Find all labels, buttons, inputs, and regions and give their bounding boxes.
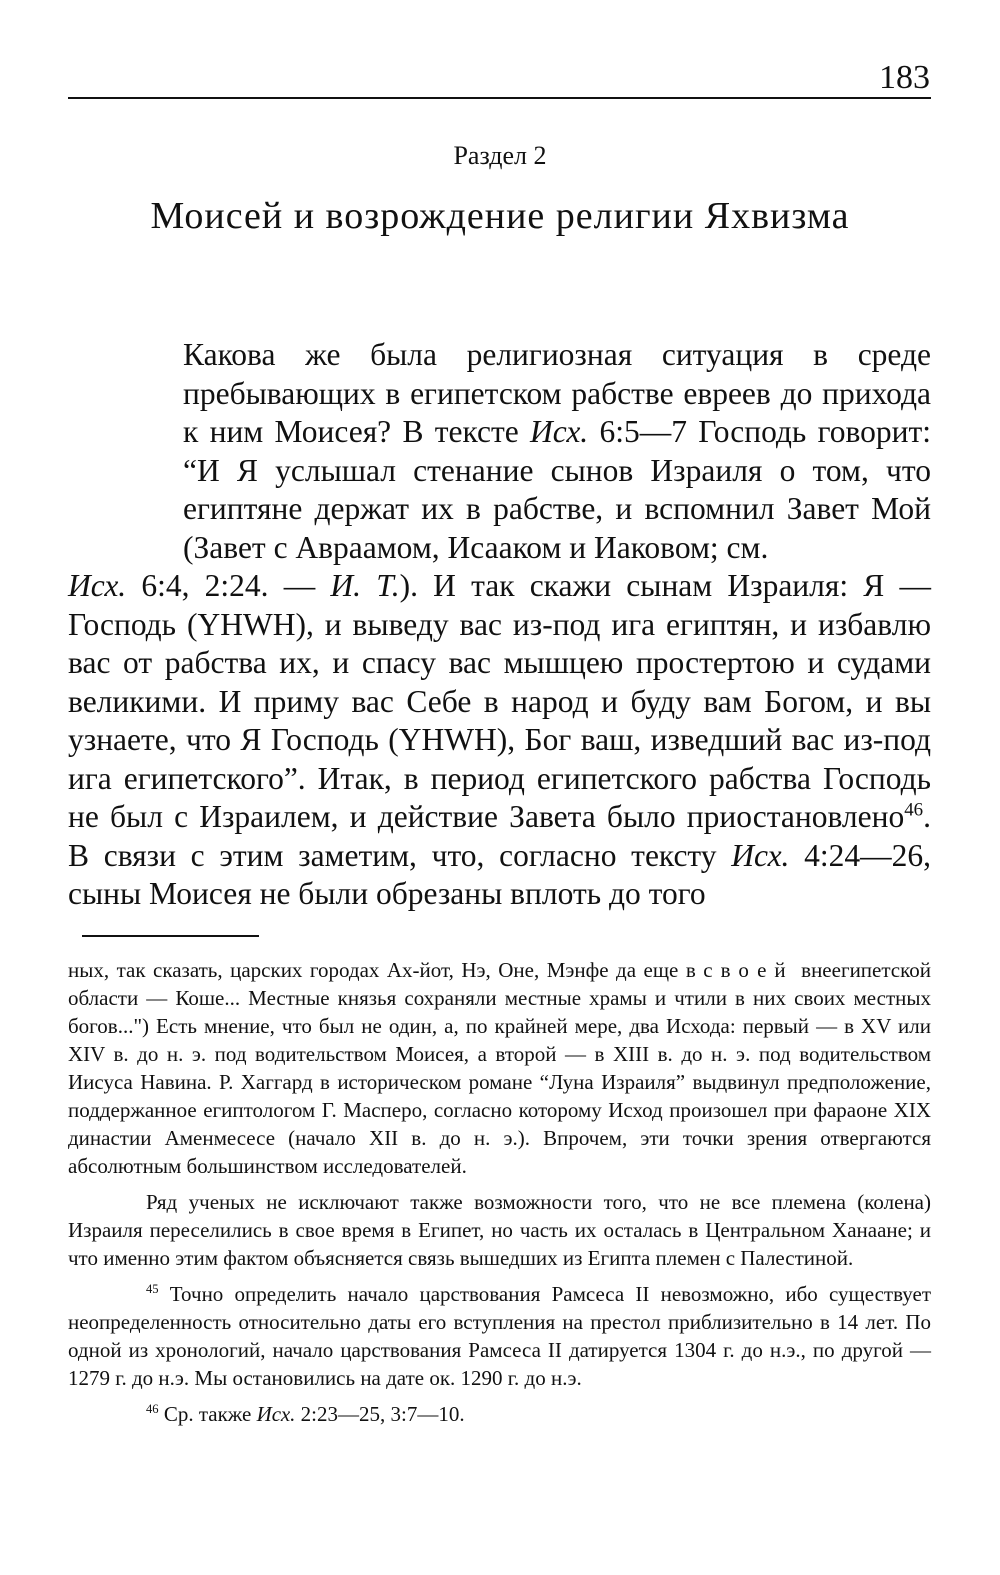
footnote-text: Точно определить начало царствования Рамсеса II невозможно, ибо существует неопределенность относительно даты его вступления на престол приблизительно в 14 лет. По одной из хронологий, начало царствования Рамсеса II датируется 1304 г. до н.э., по другой — 1279 г. до н.э. Мы остановились на дате ок. 1290 г. до н.э.: [68, 1282, 931, 1390]
footnote-text: внеегипетской области — Коше... Местные князья сохраняли местные храмы и чтили в них своих местных богов...") Есть мнение, что был не один, а, по крайней мере, два Исхода: первый — в XV или XIV в. до н. э. под водительством Моисея, а второй — в XIII в. до н. э. под водительством Иисуса Навина. Р. Хаггард в историческом романе “Луна Израиля” выдвинул предположение, поддержанное египтологом Г. Масперо, согласно которому Исход произошел при фараоне XIX династии Аменмесесе (начало XII в. до н. э.). Впрочем, эти точки зрения отвергаются абсолютным большинством исследователей.: [68, 958, 931, 1178]
footnote-text: ных, так сказать, царских городах Ах-йот, Нэ, Оне, Мэнфе да еще в: [68, 958, 696, 982]
footnote-text: Ср. также: [158, 1402, 257, 1426]
scripture-reference: Исх.: [256, 1402, 296, 1426]
body-text-run: 6:5—7 Господь говорит: “И Я услышал стенание сынов Израиля о том, что египтяне держат их в рабстве, и вспомнил Завет Мой (Завет с Авраамом, Исааком и Иаковом; см.: [183, 414, 931, 565]
footnote-number: 46: [146, 1402, 159, 1416]
body-text-run: 6:4, 2:24. —: [141, 568, 316, 603]
chapter-title: Моисей и возрождение религии Яхвизма: [150, 195, 850, 237]
scripture-reference: Исх.: [530, 414, 589, 449]
footnote-separator: [82, 935, 259, 937]
footnote-text: 2:23—25, 3:7—10.: [295, 1402, 465, 1426]
body-text-run: . В связи с этим заметим, что, согласно тексту: [68, 799, 931, 873]
body-indented-lines: [68, 336, 931, 567]
body-text-run: ). И так скажи сынам Израиля: Я — Господь (YHWH), и выведу вас из-под ига египтян, и избавлю вас от рабства их, и спасу вас мышцею простертою и судами великими. И приму вас Себе в народ и буду вам Богом, и вы узнаете, что Я Господь (YHWH), Бог ваш, изведший вас из-под ига египетского”. Итак, в период египетского рабства Господь не был с Израилем, и действие Завета было приостановлено: [68, 568, 931, 834]
body-text-run: 4:24—26, сыны Моисея не были обрезаны вплоть до того: [68, 837, 932, 911]
scripture-reference: Исх.: [731, 837, 790, 873]
footnote-45: [68, 1280, 931, 1392]
footnotes-block: [68, 956, 931, 1428]
author-initials: И. Т.: [330, 568, 400, 603]
footnote-continuation: [68, 956, 931, 1180]
footnote-46: [68, 1400, 931, 1428]
header-rule: [68, 97, 931, 99]
footnote-spaced-word: своей: [703, 958, 794, 982]
body-text-run: Какова же была религиозная ситуация в среде пребывающих в египетском рабстве евреев до прихода к ним Моисея? В тексте: [183, 337, 931, 449]
scripture-reference: Исх.: [68, 568, 127, 603]
page-number: 183: [879, 59, 930, 96]
section-label: Раздел 2: [453, 141, 547, 170]
footnote-paragraph: Ряд ученых не исключают также возможности того, что не все племена (колена) Израиля переселились в свое время в Египет, но часть их осталась в Центральном Ханаане; и что именно этим фактом объясняется связь вышедших из Египта племен с Палестиной.: [68, 1190, 931, 1270]
body-paragraph: [68, 336, 931, 914]
footnote-marker[interactable]: 46: [904, 799, 924, 821]
footnote-number: 45: [146, 1282, 159, 1296]
